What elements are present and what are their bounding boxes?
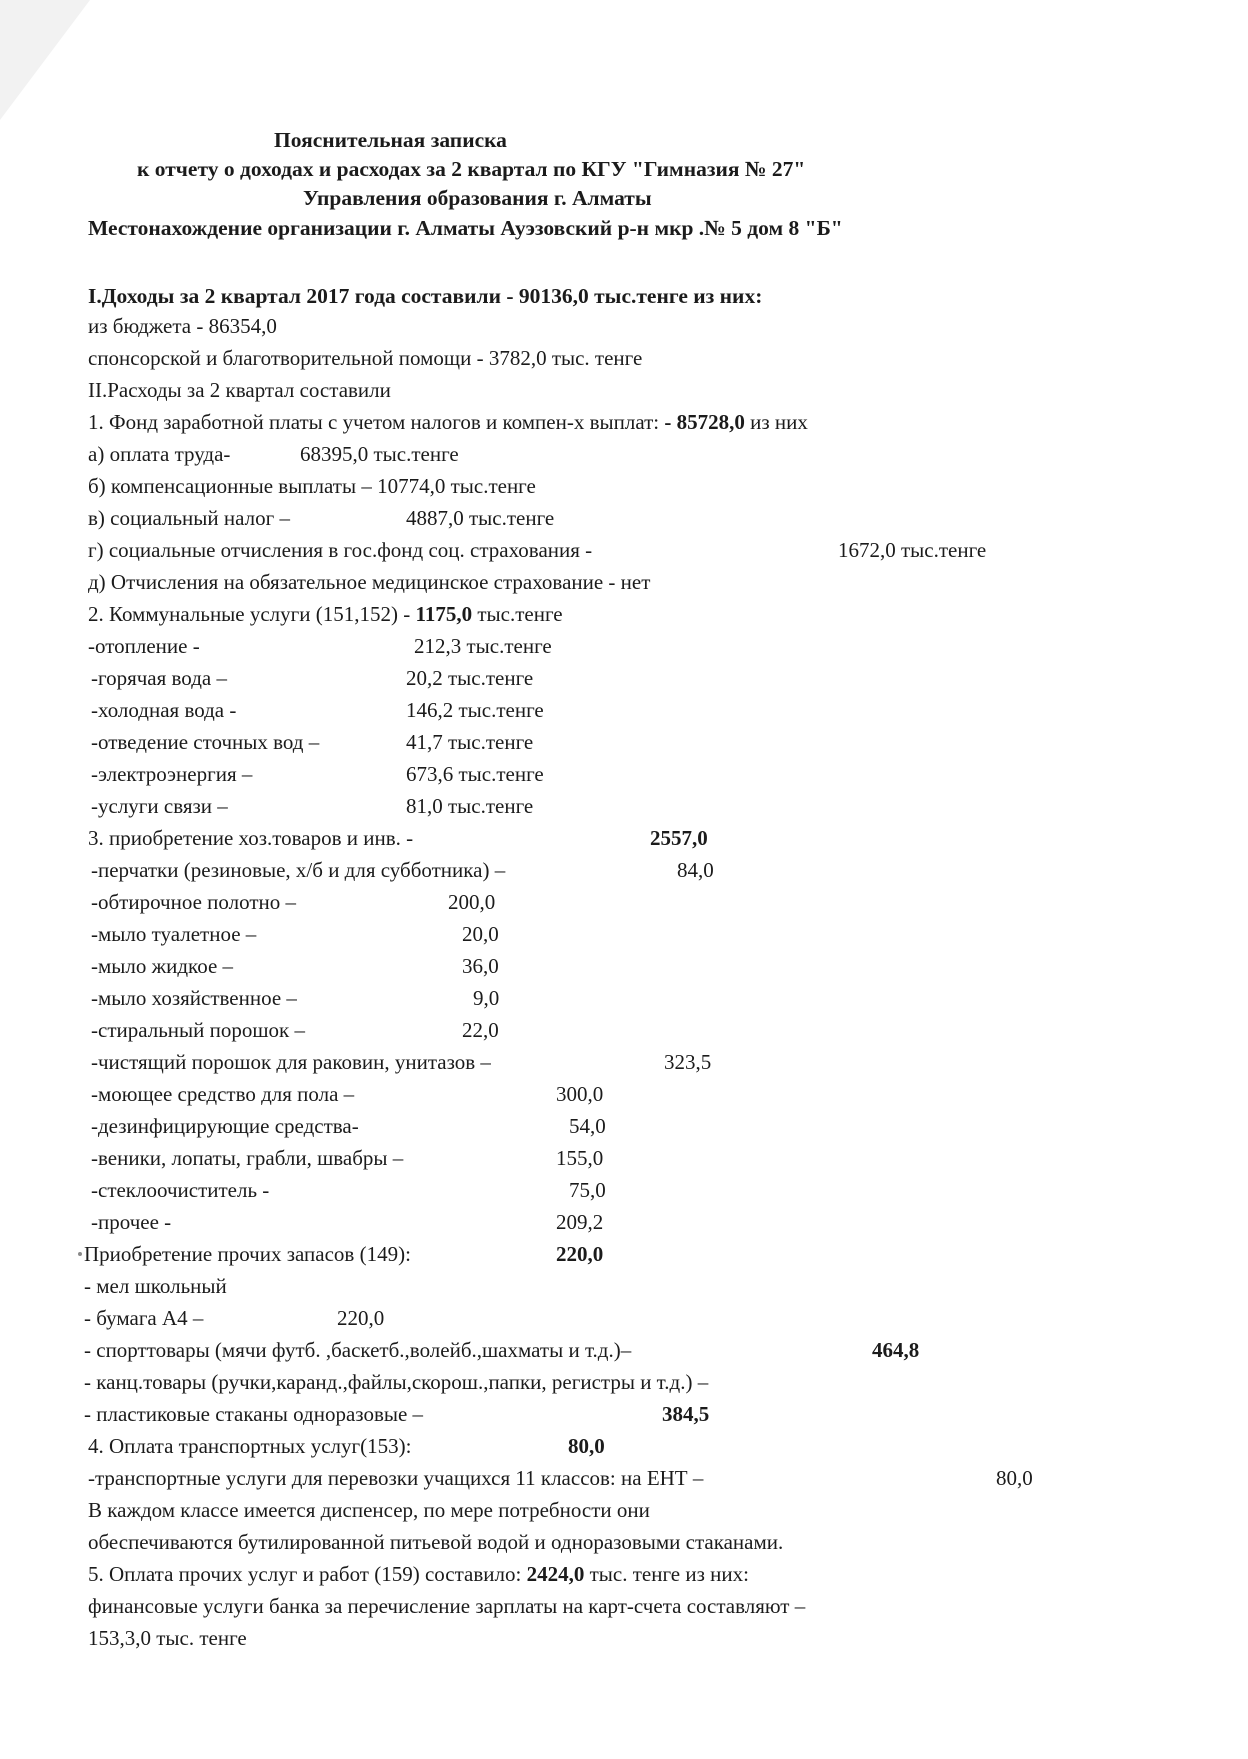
transport-label: 4. Оплата транспортных услуг(153): bbox=[88, 1434, 412, 1458]
utilities-item-label: -холодная вода - bbox=[91, 698, 237, 722]
other-stock-item-label: - спорттовары (мячи футб. ,баскетб.,волейб.,шахматы и т.д.)– bbox=[84, 1338, 632, 1362]
household-item-label: -моющее средство для пола – bbox=[91, 1082, 355, 1106]
utilities-suffix: тыс.тенге bbox=[472, 602, 563, 626]
utilities-value: 1175,0 bbox=[415, 602, 473, 626]
other-stock-label: Приобретение прочих запасов (149): bbox=[84, 1242, 411, 1266]
household-item bbox=[91, 1113, 606, 1139]
household-item-value: 209,2 bbox=[556, 1210, 604, 1234]
household-item-label: -веники, лопаты, грабли, швабры – bbox=[91, 1146, 404, 1170]
household-item-label: -чистящий порошок для раковин, унитазов – bbox=[91, 1050, 491, 1074]
other-stock-item-label: - канц.товары (ручки,каранд.,файлы,скорош.,папки, регистры и т.д.) – bbox=[84, 1370, 709, 1394]
utilities-item bbox=[88, 633, 552, 659]
other-stock-line bbox=[84, 1241, 604, 1267]
transport-note: В каждом классе имеется диспенсер, по мере потребности они bbox=[88, 1498, 650, 1522]
utilities-item-value: 673,6 тыс.тенге bbox=[406, 762, 544, 786]
expenses-heading: II.Расходы за 2 квартал составили bbox=[88, 378, 391, 402]
payroll-label: 1. Фонд заработной платы с учетом налогов и компен-х выплат: bbox=[88, 410, 665, 434]
payroll-item-value: 68395,0 тыс.тенге bbox=[300, 442, 459, 466]
transport-note: обеспечиваются бутилированной питьевой водой и одноразовыми стаканами. bbox=[88, 1530, 784, 1554]
household-item-label: -дезинфицирующие средства- bbox=[91, 1114, 359, 1138]
payroll-item-label: а) оплата труда- bbox=[88, 442, 231, 466]
household-item-label: -прочее - bbox=[91, 1210, 172, 1234]
transport-line bbox=[88, 1433, 605, 1459]
household-item-label: -стеклоочиститель - bbox=[91, 1178, 270, 1202]
utilities-item-label: -услуги связи – bbox=[91, 794, 228, 818]
transport-item bbox=[88, 1465, 1033, 1491]
household-item-label: -стиральный порошок – bbox=[91, 1018, 305, 1042]
household-value: 2557,0 bbox=[650, 826, 708, 850]
utilities-item bbox=[88, 761, 544, 787]
household-item bbox=[91, 985, 500, 1011]
margin-dot bbox=[78, 1252, 82, 1256]
payroll-item bbox=[88, 505, 555, 531]
utilities-item-label: -отопление - bbox=[88, 634, 200, 658]
other-services-value: 2424,0 bbox=[526, 1562, 585, 1586]
utilities-item-value: 41,7 тыс.тенге bbox=[406, 730, 534, 754]
household-line bbox=[88, 825, 708, 851]
household-item bbox=[91, 921, 499, 947]
household-item-value: 84,0 bbox=[677, 858, 714, 882]
page-fold-corner bbox=[0, 0, 90, 120]
other-stock-item-label: - мел школьный bbox=[84, 1274, 227, 1298]
household-item bbox=[91, 857, 714, 883]
utilities-item-value: 146,2 тыс.тенге bbox=[406, 698, 544, 722]
household-item-value: 54,0 bbox=[569, 1114, 606, 1138]
transport-item-label: -транспортные услуги для перевозки учащихся 11 классов: на ЕНТ – bbox=[88, 1466, 704, 1490]
payroll-suffix: из них bbox=[744, 410, 808, 434]
household-item-value: 200,0 bbox=[448, 890, 496, 914]
household-item bbox=[91, 1177, 606, 1203]
other-stock-item bbox=[84, 1369, 708, 1395]
other-services-line2: финансовые услуги банка за перечисление зарплаты на карт-счета составляют – bbox=[88, 1594, 806, 1618]
utilities-item-value: 20,2 тыс.тенге bbox=[406, 666, 534, 690]
payroll-item-label: в) социальный налог – bbox=[88, 506, 290, 530]
payroll-item-label: г) социальные отчисления в гос.фонд соц. страхования - bbox=[88, 538, 593, 562]
other-stock-item-label: - пластиковые стаканы одноразовые – bbox=[84, 1402, 424, 1426]
utilities-item-value: 81,0 тыс.тенге bbox=[406, 794, 534, 818]
payroll-value: - 85728,0 bbox=[664, 410, 745, 434]
household-label: 3. приобретение хоз.товаров и инв. - bbox=[88, 826, 414, 850]
payroll-item-label: б) компенсационные выплаты – 10774,0 тыс.тенге bbox=[88, 474, 536, 498]
other-services-line3: 153,3,0 тыс. тенге bbox=[88, 1626, 247, 1650]
doc-department: Управления образования г. Алматы bbox=[303, 186, 652, 210]
other-services-line bbox=[88, 1561, 749, 1587]
transport-value: 80,0 bbox=[568, 1434, 605, 1458]
household-item-value: 155,0 bbox=[556, 1146, 604, 1170]
other-stock-item bbox=[84, 1337, 920, 1363]
household-item-value: 36,0 bbox=[462, 954, 499, 978]
utilities-item bbox=[88, 793, 534, 819]
income-sponsor: спонсорской и благотворительной помощи - 3782,0 тыс. тенге bbox=[88, 346, 643, 370]
payroll-item-value: 1672,0 тыс.тенге bbox=[838, 538, 987, 562]
other-stock-item-value: 384,5 bbox=[662, 1402, 710, 1426]
household-item-label: -обтирочное полотно – bbox=[91, 890, 297, 914]
household-item-label: -мыло жидкое – bbox=[91, 954, 234, 978]
household-item bbox=[91, 1209, 604, 1235]
household-item bbox=[91, 1049, 712, 1075]
household-item-value: 9,0 bbox=[473, 986, 500, 1010]
other-stock-item-label: - бумага А4 – bbox=[84, 1306, 204, 1330]
payroll-item bbox=[88, 473, 536, 499]
household-item-label: -мыло туалетное – bbox=[91, 922, 257, 946]
household-item bbox=[91, 1081, 604, 1107]
household-item-value: 300,0 bbox=[556, 1082, 604, 1106]
household-item-value: 20,0 bbox=[462, 922, 499, 946]
household-item-value: 22,0 bbox=[462, 1018, 499, 1042]
utilities-item-label: -горячая вода – bbox=[91, 666, 227, 690]
utilities-item-label: -отведение сточных вод – bbox=[91, 730, 320, 754]
utilities-item-value: 212,3 тыс.тенге bbox=[414, 634, 552, 658]
other-services-suffix: тыс. тенге из них: bbox=[584, 1562, 749, 1586]
payroll-item bbox=[88, 441, 459, 467]
transport-item-value: 80,0 bbox=[996, 1466, 1033, 1490]
payroll-item-value: 4887,0 тыс.тенге bbox=[406, 506, 555, 530]
payroll-item bbox=[88, 537, 987, 563]
utilities-item bbox=[88, 729, 534, 755]
household-item bbox=[91, 889, 496, 915]
utilities-item-label: -электроэнергия – bbox=[91, 762, 253, 786]
income-budget: из бюджета - 86354,0 bbox=[88, 314, 277, 338]
utilities-line bbox=[88, 601, 563, 627]
payroll-item-label: д) Отчисления на обязательное медицинское страхование - нет bbox=[88, 570, 651, 594]
other-stock-value: 220,0 bbox=[556, 1242, 604, 1266]
other-stock-item bbox=[84, 1305, 385, 1331]
household-item-label: -мыло хозяйственное – bbox=[91, 986, 297, 1010]
household-item-value: 75,0 bbox=[569, 1178, 606, 1202]
other-stock-item bbox=[84, 1401, 710, 1427]
household-item-value: 323,5 bbox=[664, 1050, 712, 1074]
household-item bbox=[91, 1145, 604, 1171]
doc-subtitle: к отчету о доходах и расходах за 2 квартал по КГУ "Гимназия № 27" bbox=[137, 157, 806, 181]
utilities-item bbox=[88, 665, 534, 691]
utilities-item bbox=[88, 697, 544, 723]
other-services-label: 5. Оплата прочих услуг и работ (159) составило: bbox=[88, 1562, 527, 1586]
doc-title: Пояснительная записка bbox=[274, 128, 507, 152]
other-stock-item-value: 220,0 bbox=[337, 1306, 385, 1330]
payroll-line bbox=[88, 409, 808, 435]
household-item bbox=[91, 953, 499, 979]
other-stock-item-value: 464,8 bbox=[872, 1338, 920, 1362]
doc-location: Местонахождение организации г. Алматы Ауэзовский р-н мкр .№ 5 дом 8 "Б" bbox=[88, 216, 843, 240]
other-stock-item bbox=[84, 1273, 227, 1299]
income-heading: I.Доходы за 2 квартал 2017 года составили - 90136,0 тыс.тенге из них: bbox=[88, 284, 763, 308]
utilities-label: 2. Коммунальные услуги (151,152) - bbox=[88, 602, 416, 626]
payroll-item bbox=[88, 569, 650, 595]
household-item bbox=[91, 1017, 499, 1043]
household-item-label: -перчатки (резиновые, х/б и для субботника) – bbox=[91, 858, 506, 882]
